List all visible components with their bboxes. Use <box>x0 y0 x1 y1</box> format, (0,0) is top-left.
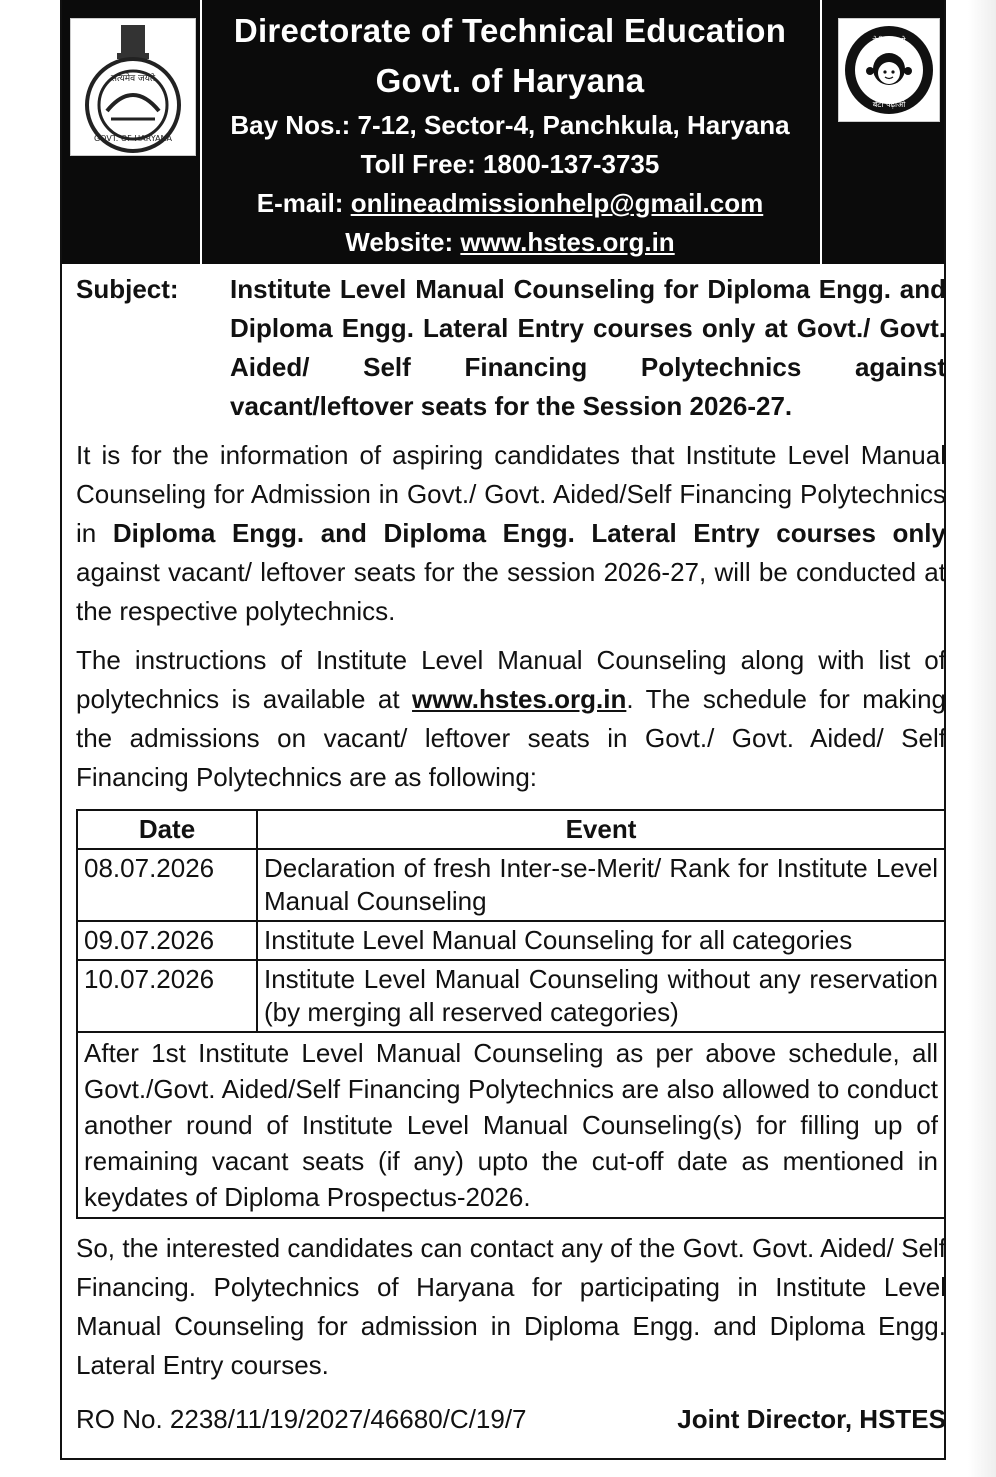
header-text-block <box>200 6 820 262</box>
address-line: Bay Nos.: 7-12, Sector-4, Panchkula, Haryana <box>230 110 790 140</box>
schedule-table <box>76 809 946 1219</box>
row-event: Institute Level Manual Counseling without any reservation (by merging all reserved categories) <box>257 960 945 1032</box>
page-edge-shadow <box>968 0 996 1477</box>
website-label: Website: <box>345 227 461 257</box>
instructions-text-2: . The schedule for making the admissions on vacant/ leftover seats in Govt./ Govt. Aided/ Self Financing Polytechnics are as following: <box>76 684 947 792</box>
instructions-text-1: The instructions of Institute Level Manual Counseling along with list of polytechnics is available at <box>76 645 946 714</box>
website-link[interactable]: www.hstes.org.in <box>460 227 675 257</box>
row-date: 08.07.2026 <box>77 849 257 921</box>
notice-page <box>60 0 946 1460</box>
subject-block <box>76 270 946 426</box>
signatory: Joint Director, HSTES <box>677 1404 946 1434</box>
row-event: Declaration of fresh Inter-se-Merit/ Rank for Institute Level Manual Counseling <box>257 849 945 921</box>
govt-title: Govt. of Haryana <box>375 62 645 99</box>
subject-text: Institute Level Manual Counseling for Diploma Engg. and Diploma Engg. Lateral Entry courses only at Govt./ Govt. Aided/ Self Financing Polytechnics against vacant/leftover seats for the Session 2026-27. <box>230 274 946 421</box>
closing-paragraph: So, the interested candidates can contact any of the Govt. Govt. Aided/ Self Financing. Polytechnics of Haryana for participating in Institute Level Manual Counseling for admission in Diploma Engg. and Diploma Engg. Lateral Entry courses. <box>76 1233 946 1380</box>
logo-top-text: बेटी बचाओ <box>872 36 906 45</box>
ro-number: RO No. 2238/11/19/2027/46680/C/19/7 <box>76 1404 527 1434</box>
website-line <box>200 223 820 262</box>
table-row <box>77 960 945 1032</box>
table-row <box>77 921 945 960</box>
haryana-emblem-logo <box>70 18 196 156</box>
intro-paragraph <box>76 436 946 631</box>
instructions-website-link[interactable]: www.hstes.org.in <box>412 684 627 714</box>
email-line <box>200 184 820 223</box>
intro-text-2: against vacant/ leftover seats for the session 2026-27, will be conducted at the respective polytechnics. <box>76 557 946 626</box>
emblem-motto-text: सत्यमेव जयते <box>110 74 156 84</box>
schedule-header-row <box>77 810 945 849</box>
beti-bachao-logo <box>838 18 940 122</box>
schedule-note: After 1st Institute Level Manual Counseling as per above schedule, all Govt./Govt. Aided/Self Financing Polytechnics are also allowed to conduct another round of Institute Level Manual Counseling(s) for filling up of remaining vacant seats (if any) upto the cut-off date as mentioned in keydates of Diploma Prospectus-2026. <box>77 1032 945 1218</box>
intro-bold-text: Diploma Engg. and Diploma Engg. Lateral Entry courses only <box>112 518 946 548</box>
emblem-govt-text: GOVT. OF HARYANA <box>93 134 173 143</box>
email-label: E-mail: <box>256 188 351 218</box>
event-column-header: Event <box>257 810 945 849</box>
row-date: 09.07.2026 <box>77 921 257 960</box>
notice-footer <box>76 1401 946 1437</box>
subject-label: Subject: <box>76 274 179 304</box>
intro-text-1: It is for the information of aspiring candidates that Institute Level Manual Counseling for Admission in Govt./ Govt. Aided/Self Financing Polytechnics in <box>76 440 946 548</box>
date-column-header: Date <box>77 810 257 849</box>
header-banner <box>62 0 944 264</box>
notice-body <box>76 270 946 1437</box>
instructions-paragraph <box>76 641 946 797</box>
email-link[interactable]: onlineadmissionhelp@gmail.com <box>350 188 764 218</box>
row-event: Institute Level Manual Counseling for all categories <box>257 921 945 960</box>
schedule-note-row <box>77 1032 945 1218</box>
toll-free-line: Toll Free: 1800-137-3735 <box>360 149 660 179</box>
row-date: 10.07.2026 <box>77 960 257 1032</box>
header-divider-right <box>820 0 822 264</box>
table-row <box>77 849 945 921</box>
directorate-title: Directorate of Technical Education <box>233 12 787 49</box>
logo-bottom-text: बेटी पढ़ाओ <box>872 100 906 109</box>
